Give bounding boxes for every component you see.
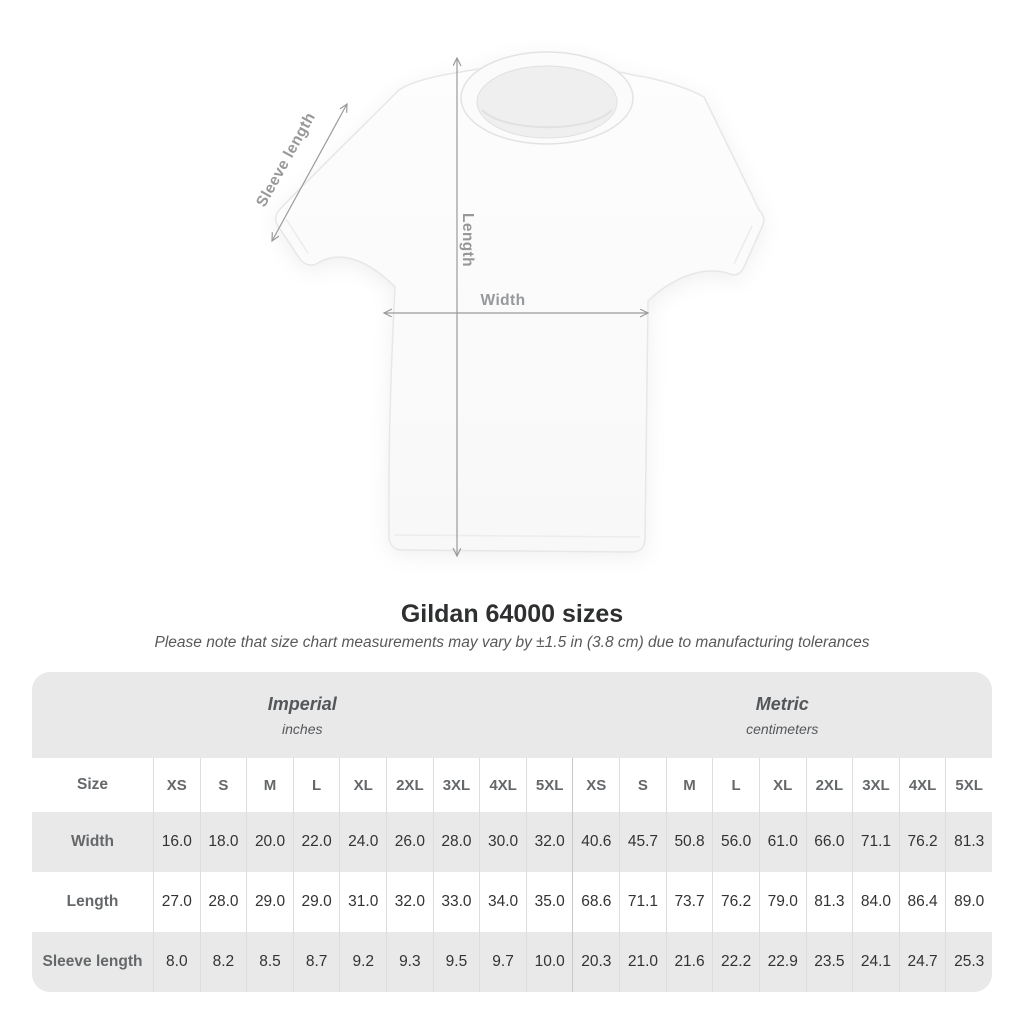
measurement-value-cell: 21.6 <box>666 932 713 992</box>
metric-section-header <box>573 672 993 758</box>
size-header-cell: Size <box>76 776 108 793</box>
measurement-value-cell: 89.0 <box>945 872 992 932</box>
measurement-row <box>32 812 992 872</box>
measurement-value-cell: 8.7 <box>293 932 340 992</box>
size-column-header: 3XL <box>433 758 480 812</box>
measurement-value-cell: 35.0 <box>526 872 573 932</box>
measurement-value-cell: 56.0 <box>712 812 759 872</box>
measurement-value-cell: 9.3 <box>386 932 433 992</box>
measurement-value-cell: 27.0 <box>153 872 200 932</box>
size-column-header: XL <box>759 758 806 812</box>
measurement-value-cell: 84.0 <box>852 872 899 932</box>
size-header-row <box>32 758 992 812</box>
tolerance-note: Please note that size chart measurements may vary by ±1.5 in (3.8 cm) due to manufacturing tolerances <box>154 634 870 651</box>
metric-label: Metric <box>755 693 809 714</box>
size-column-header: 2XL <box>806 758 853 812</box>
measurement-value-cell: 71.1 <box>619 872 666 932</box>
length-label: Length <box>459 212 476 268</box>
sleeve-length-label: Sleeve length <box>253 109 319 210</box>
imperial-section-header <box>32 672 573 758</box>
measurement-value-cell: 25.3 <box>945 932 992 992</box>
metric-unit: centimeters <box>746 720 819 737</box>
size-column-header: S <box>619 758 666 812</box>
measurement-value-cell: 20.0 <box>246 812 293 872</box>
measurement-value-cell: 9.2 <box>339 932 386 992</box>
measurement-row-label: Length <box>32 872 153 932</box>
size-column-header: 5XL <box>945 758 992 812</box>
size-column-header: L <box>293 758 340 812</box>
measurement-value-cell: 23.5 <box>806 932 853 992</box>
size-column-header: XS <box>572 758 619 812</box>
measurement-value-cell: 31.0 <box>339 872 386 932</box>
measurement-value-cell: 81.3 <box>806 872 853 932</box>
size-column-header: XL <box>339 758 386 812</box>
measurement-value-cell: 16.0 <box>153 812 200 872</box>
measurement-value-cell: 76.2 <box>899 812 946 872</box>
measurement-value-cell: 20.3 <box>572 932 619 992</box>
measurement-value-cell: 18.0 <box>200 812 247 872</box>
page-title: Gildan 64000 sizes <box>400 600 624 628</box>
measurement-value-cell: 34.0 <box>479 872 526 932</box>
measurement-value-cell: 32.0 <box>386 872 433 932</box>
measurement-value-cell: 22.0 <box>293 812 340 872</box>
measurement-value-cell: 22.2 <box>712 932 759 992</box>
size-column-header: L <box>712 758 759 812</box>
measurement-value-cell: 29.0 <box>246 872 293 932</box>
measurement-value-cell: 61.0 <box>759 812 806 872</box>
measurement-value-cell: 29.0 <box>293 872 340 932</box>
measurement-value-cell: 8.2 <box>200 932 247 992</box>
size-column-header: XS <box>153 758 200 812</box>
measurement-value-cell: 8.0 <box>153 932 200 992</box>
measurement-value-cell: 32.0 <box>526 812 573 872</box>
measurement-value-cell: 28.0 <box>433 812 480 872</box>
measurement-row-label: Width <box>32 812 153 872</box>
measurement-row-label: Sleeve length <box>32 932 153 992</box>
measurement-value-cell: 28.0 <box>200 872 247 932</box>
size-column-header: M <box>666 758 713 812</box>
size-column-header: M <box>246 758 293 812</box>
measurement-value-cell: 10.0 <box>526 932 573 992</box>
imperial-label: Imperial <box>267 693 337 714</box>
measurement-value-cell: 24.0 <box>339 812 386 872</box>
measurement-row <box>32 932 992 992</box>
measurement-value-cell: 21.0 <box>619 932 666 992</box>
measurement-value-cell: 26.0 <box>386 812 433 872</box>
size-column-header: 4XL <box>479 758 526 812</box>
measurement-value-cell: 68.6 <box>572 872 619 932</box>
measurement-value-cell: 24.7 <box>899 932 946 992</box>
measurement-value-cell: 22.9 <box>759 932 806 992</box>
measurement-value-cell: 45.7 <box>619 812 666 872</box>
measurement-value-cell: 81.3 <box>945 812 992 872</box>
measurement-row <box>32 872 992 932</box>
size-column-header: 5XL <box>526 758 573 812</box>
measurement-value-cell: 71.1 <box>852 812 899 872</box>
measurement-value-cell: 73.7 <box>666 872 713 932</box>
measurement-value-cell: 8.5 <box>246 932 293 992</box>
measurement-value-cell: 9.7 <box>479 932 526 992</box>
size-column-header: 3XL <box>852 758 899 812</box>
size-column-header: S <box>200 758 247 812</box>
imperial-unit: inches <box>282 720 323 737</box>
measurement-value-cell: 76.2 <box>712 872 759 932</box>
measurement-value-cell: 86.4 <box>899 872 946 932</box>
measurement-value-cell: 33.0 <box>433 872 480 932</box>
size-chart-table <box>32 672 992 992</box>
size-column-header: 2XL <box>386 758 433 812</box>
width-label: Width <box>480 292 526 309</box>
measurement-value-cell: 24.1 <box>852 932 899 992</box>
measurement-value-cell: 30.0 <box>479 812 526 872</box>
measurement-value-cell: 66.0 <box>806 812 853 872</box>
measurement-value-cell: 9.5 <box>433 932 480 992</box>
measurement-value-cell: 40.6 <box>572 812 619 872</box>
measurement-value-cell: 50.8 <box>666 812 713 872</box>
size-column-header: 4XL <box>899 758 946 812</box>
measurement-value-cell: 79.0 <box>759 872 806 932</box>
unit-header-row <box>32 672 992 758</box>
